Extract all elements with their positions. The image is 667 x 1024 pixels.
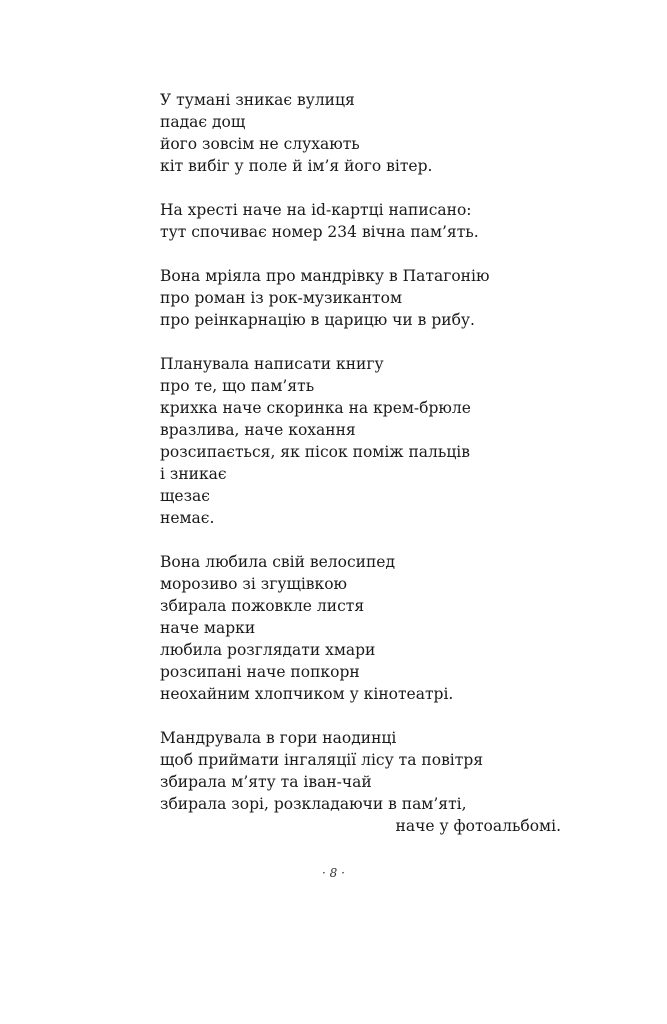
poem-line: збирала зорі, розкладаючи в пам’яті, <box>160 795 467 813</box>
poem-line: неохайним хлопчиком у кінотеатрі. <box>160 685 454 703</box>
poem-line: про реінкарнацію в царицю чи в рибу. <box>160 311 475 329</box>
poem-line: морозиво зі згущівкою <box>160 575 348 593</box>
poem-line: На хресті наче на id-картці написано: <box>160 201 472 219</box>
poem-line-indented: наче у фотоальбомі. <box>395 817 561 835</box>
poem-line: збирала м’яту та іван-чай <box>160 773 372 791</box>
poem-line: вразлива, наче кохання <box>160 421 356 439</box>
poem-line: У тумані зникає вулиця <box>160 91 355 109</box>
stanza-2 <box>160 199 580 243</box>
poem-line: про роман із рок-музикантом <box>160 289 403 307</box>
stanza-1 <box>160 89 580 177</box>
poem-line: Планувала написати книгу <box>160 355 384 373</box>
poem-line: тут спочиває номер 234 вічна пам’ять. <box>160 223 479 241</box>
poem-line: його зовсім не слухають <box>160 135 360 153</box>
poem-line: Вона мріяла про мандрівку в Патагонію <box>160 267 490 285</box>
poem-line: падає дощ <box>160 113 246 131</box>
stanza-6 <box>160 727 580 837</box>
poem-line: Вона любила свій велосипед <box>160 553 395 571</box>
poem-line: наче марки <box>160 619 256 637</box>
poem-line: розсипається, як пісок поміж пальців <box>160 443 470 461</box>
poem-line: крихка наче скоринка на крем-брюле <box>160 399 471 417</box>
poem-line: любила розглядати хмари <box>160 641 376 659</box>
poem-line: Мандрувала в гори наодинці <box>160 729 397 747</box>
poem-line: розсипані наче попкорн <box>160 663 360 681</box>
stanza-3 <box>160 265 580 331</box>
poem-line: щезає <box>160 487 210 505</box>
poem <box>160 89 580 859</box>
poem-line: кіт вибіг у поле й ім’я його вітер. <box>160 157 433 175</box>
poem-line: немає. <box>160 509 215 527</box>
poem-line: про те, що пам’ять <box>160 377 315 395</box>
poem-line: і зникає <box>160 465 227 483</box>
stanza-5 <box>160 551 580 705</box>
page-number: · 8 · <box>322 866 345 880</box>
poem-line: щоб приймати інгаляції лісу та повітря <box>160 751 484 769</box>
poem-line: збирала пожовклe листя <box>160 597 365 615</box>
stanza-4 <box>160 353 580 529</box>
